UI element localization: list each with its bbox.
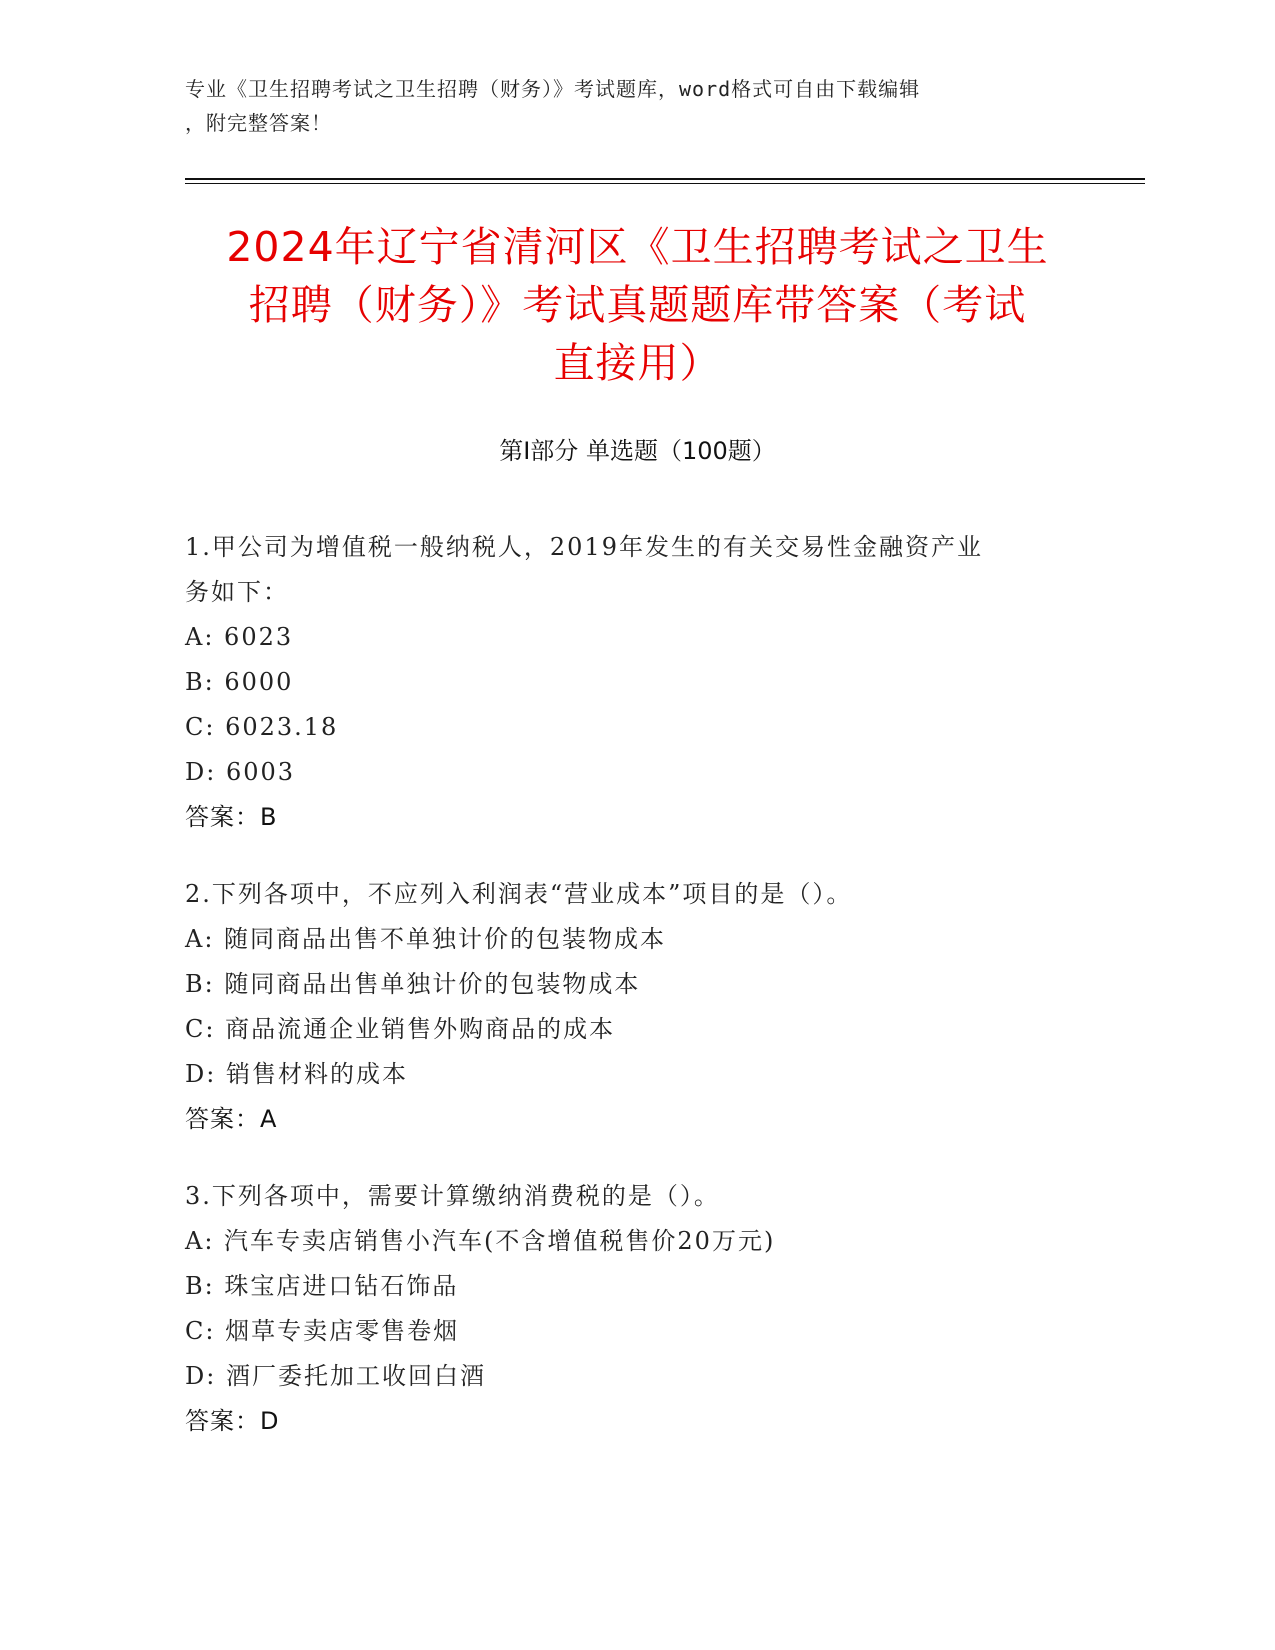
- option-b: B: 珠宝店进口钻石饰品: [185, 1272, 459, 1300]
- option-d: D: 6003: [185, 758, 296, 786]
- header-note-line-1: 专业《卫生招聘考试之卫生招聘（财务）》考试题库，word格式可自由下载编辑: [185, 77, 921, 101]
- answer-label: 答案：D: [185, 1407, 280, 1435]
- question-stem: 2.下列各项中，不应列入利润表“营业成本”项目的是（）。: [185, 880, 853, 908]
- header-divider-thin: [185, 183, 1145, 184]
- question-stem: 3.下列各项中，需要计算缴纳消费税的是（）。: [185, 1182, 720, 1210]
- answer-label: 答案：B: [185, 803, 278, 831]
- option-b: B: 6000: [185, 668, 294, 696]
- option-d: D: 酒厂委托加工收回白酒: [185, 1362, 486, 1390]
- question-stem-continued: 务如下：: [185, 578, 289, 606]
- option-c: C: 商品流通企业销售外购商品的成本: [185, 1015, 616, 1043]
- header-note-line-2: ，附完整答案！: [185, 111, 332, 135]
- document-title-line-1: 2024年辽宁省清河区《卫生招聘考试之卫生: [226, 223, 1049, 271]
- document-title-line-3: 直接用）: [553, 339, 722, 387]
- question-3: [185, 1174, 1065, 1444]
- option-a: A: 6023: [185, 623, 294, 651]
- option-c: C: 烟草专卖店零售卷烟: [185, 1317, 460, 1345]
- document-title-line-2: 招聘（财务）》考试真题题库带答案（考试: [248, 281, 1027, 329]
- option-c: C: 6023.18: [185, 713, 339, 741]
- option-a: A: 随同商品出售不单独计价的包装物成本: [185, 925, 667, 953]
- answer-label: 答案：A: [185, 1105, 278, 1133]
- question-2: [185, 872, 1065, 1142]
- header-note: [185, 72, 1065, 140]
- question-1: [185, 525, 1065, 840]
- option-a: A: 汽车专卖店销售小汽车(不含增值税售价20万元): [185, 1227, 776, 1255]
- header-divider-thick: [185, 178, 1145, 180]
- option-d: D: 销售材料的成本: [185, 1060, 408, 1088]
- question-stem: 1.甲公司为增值税一般纳税人，2019年发生的有关交易性金融资产业: [185, 533, 983, 561]
- option-b: B: 随同商品出售单独计价的包装物成本: [185, 970, 641, 998]
- section-heading: 第Ⅰ部分 单选题（100题）: [499, 437, 776, 465]
- document-title: [150, 218, 1125, 392]
- question-list: [185, 525, 1065, 1476]
